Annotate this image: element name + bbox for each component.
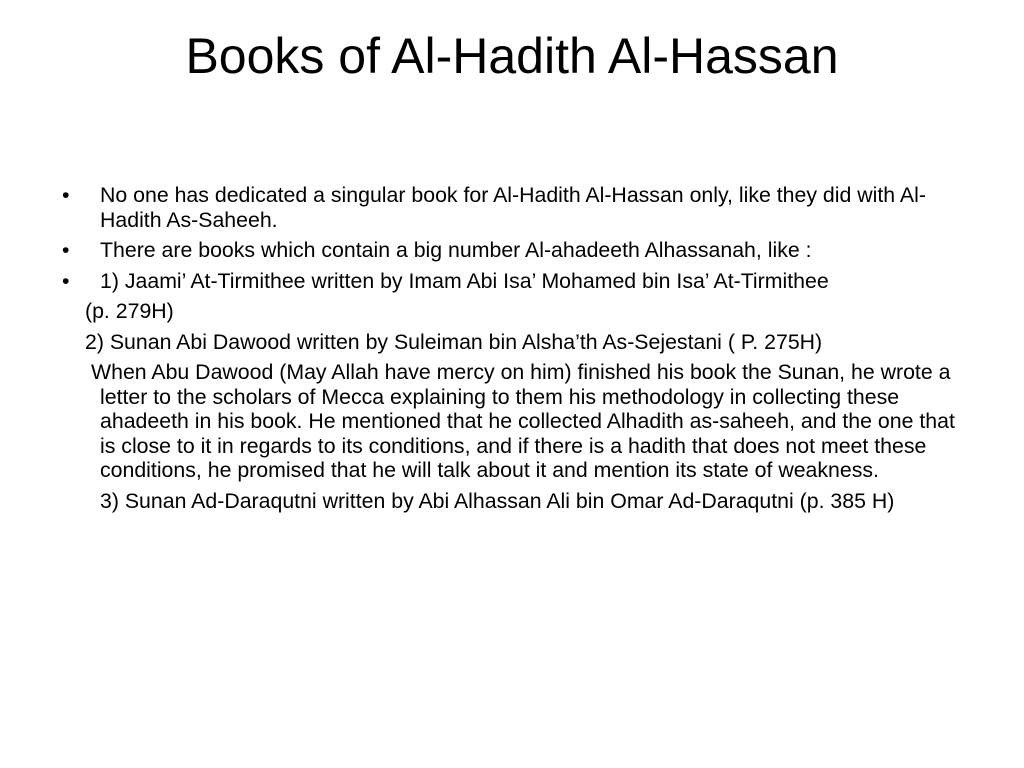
slide-title: Books of Al-Hadith Al-Hassan	[185, 28, 839, 84]
book-entry: 2) Sunan Abi Dawood written by Suleiman bin Alsha’th As-Sejestani ( P. 275H)	[85, 329, 823, 354]
bullet-text: There are books which contain a big number Al-ahadeeth Alhassanah, like :	[100, 238, 812, 262]
continuation-line: (p. 279H)	[85, 299, 174, 323]
bullet-item	[62, 183, 972, 232]
bullet-icon: •	[62, 238, 70, 262]
slide-body	[62, 183, 972, 519]
bullet-item	[62, 269, 972, 294]
bullet-icon: •	[62, 268, 70, 293]
explanation-paragraph: When Abu Dawood (May Allah have mercy on him) finished his book the Sunan, he wrote a letter to the scholars of Mecca explaining to them his methodology in collecting these ahadeeth in his book. He mentioned that he collected Alhadith as-saheeh, and the one that is close to it in regards to its conditions, and if there is a hadith that does not meet these conditions, he promised that he will talk about it and mention its state of weakness.	[91, 360, 955, 482]
bullet-text: 1) Jaami’ At-Tirmithee written by Imam Abi Isa’ Mohamed bin Isa’ At-Tirmithee	[100, 268, 829, 293]
bullet-item	[62, 238, 972, 263]
bullet-icon: •	[62, 183, 70, 207]
book-entry: 3) Sunan Ad-Daraqutni written by Abi Alhassan Ali bin Omar Ad-Daraqutni (p. 385 H)	[100, 488, 895, 513]
bullet-text: No one has dedicated a singular book for Al-Hadith Al-Hassan only, like they did with Al-Hadith As-Saheeh.	[100, 183, 926, 232]
